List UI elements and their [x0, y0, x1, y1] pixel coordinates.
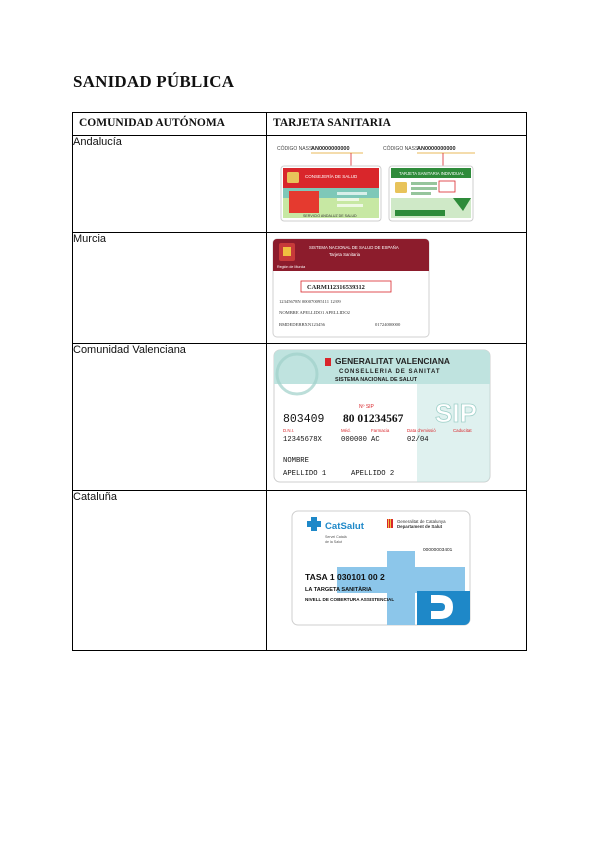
health-card-table	[72, 112, 527, 651]
catsalut-number: 00000003401	[423, 548, 453, 553]
andalucia-card-front-right	[389, 166, 473, 221]
catsalut-gov1: Generalitat de Catalunya	[397, 519, 446, 524]
murcia-line3-right: 01724000000	[375, 322, 401, 327]
andalucia-label-left: CÓDIGO NASS	[277, 146, 313, 152]
andalucia-card-front-left	[281, 166, 381, 221]
card-cell-cataluna	[267, 491, 527, 651]
valencia-med: 000000	[341, 436, 367, 444]
valencia-sip-label: Nº SIP	[359, 404, 374, 410]
valencia-flag-icon	[325, 358, 331, 366]
catsalut-card-image	[267, 491, 527, 649]
region-cataluna: Cataluña	[73, 491, 267, 651]
valencia-label-farmacia: Farmacia	[371, 428, 390, 433]
valencia-nombre: NOMBRE	[283, 457, 309, 465]
chip-icon	[287, 172, 299, 183]
valencia-emision: 02/04	[407, 436, 429, 444]
catsalut-brand: CatSalut	[325, 521, 364, 532]
murcia-line2: NOMBRE APELLIDO1 APELLIDO2	[279, 310, 350, 315]
valencia-apellido2: APELLIDO 2	[351, 470, 395, 478]
andalucia-code-left: AN0000000000	[311, 146, 350, 152]
murcia-line3-left: BMDEDEBBXN123456	[279, 322, 325, 327]
murcia-cip: CARM112316539312	[307, 284, 365, 291]
table-row	[73, 136, 527, 233]
murcia-card-image	[267, 233, 527, 343]
murcia-line1: 12345678N 000070095111 12/09	[279, 299, 341, 304]
catsalut-tasa: TASA 1 030101 00 2	[305, 572, 385, 582]
valencia-apellido1: APELLIDO 1	[283, 470, 327, 478]
catsalut-brand-sub2: de la Salut	[325, 540, 342, 544]
chip-icon	[395, 182, 407, 193]
murcia-header-line2: Tarjeta Sanitaria	[329, 252, 361, 257]
valencia-label-emision: Data d'emissió	[407, 428, 436, 433]
page-title: SANIDAD PÚBLICA	[73, 72, 235, 91]
region-murcia: Murcia	[73, 233, 267, 344]
valencia-farmacia: AC	[371, 436, 380, 444]
valencia-header3: SISTEMA NACIONAL DE SALUT	[335, 377, 418, 383]
murcia-region-label: Región de Murcia	[277, 265, 306, 269]
andalucia-card-image	[267, 136, 527, 231]
table-row	[73, 233, 527, 344]
valencia-big-code: 803409	[283, 413, 325, 426]
andalucia-left-title: CONSEJERÍA DE SALUD	[305, 174, 358, 179]
table-row	[73, 344, 527, 491]
valencia-label-caducitat: Caducitat	[453, 428, 472, 433]
valencia-sip-logo: SIP	[435, 398, 477, 428]
valencia-card-image	[267, 344, 527, 490]
region-andalucia: Andalucía	[73, 136, 267, 233]
valencia-dni: 12345678X	[283, 436, 322, 444]
valencia-label-med: Méd.	[341, 428, 351, 433]
header-comunidad: COMUNIDAD AUTÓNOMA	[73, 113, 267, 136]
card-cell-murcia	[267, 233, 527, 344]
table-row	[73, 491, 527, 651]
andalucia-footer-left: SERVICIO ANDALUZ DE SALUD	[303, 214, 357, 218]
valencia-sip-number: 80 01234567	[343, 413, 404, 425]
card-cell-andalucia	[267, 136, 527, 233]
valencia-header1: GENERALITAT VALENCIANA	[335, 356, 450, 366]
header-tarjeta: TARJETA SANITARIA	[267, 113, 527, 136]
andalucia-code-right: AN0000000000	[417, 146, 456, 152]
card-cell-valencia	[267, 344, 527, 491]
region-valencia: Comunidad Valenciana	[73, 344, 267, 491]
catsalut-gov2: Departament de Salut	[397, 524, 443, 529]
valencia-label-dni: D.N.I.	[283, 428, 295, 433]
murcia-header-line1: SISTEMA NACIONAL DE SALUD DE ESPAÑA	[309, 245, 399, 250]
catsalut-line2: LA TARGETA SANITÀRIA	[305, 587, 372, 593]
catsalut-line3: NIVELL DE COBERTURA ASSISTENCIAL	[305, 597, 395, 602]
catsalut-brand-sub1: Servei Català	[325, 535, 347, 539]
andalucia-label-right: CÓDIGO NASS	[383, 146, 419, 152]
valencia-header2: CONSELLERIA DE SANITAT	[339, 369, 441, 375]
andalucia-right-title: TARJETA SANITARIA INDIVIDUAL	[399, 171, 465, 176]
